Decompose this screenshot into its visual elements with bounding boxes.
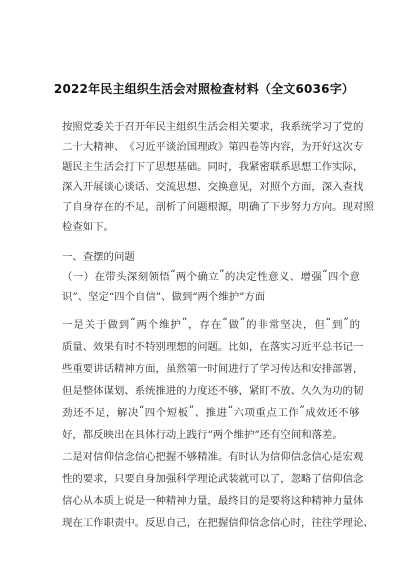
paragraph-line: 题 民 主 生 活 会 打 下 了 思 想 基 础 。 同 时 ， 我 紧 密 联 系 思 想 工 作 实 际 ，	[62, 161, 364, 173]
paragraph-line: 信 心 从 本 质 上 说 是 一 种 精 神 力 量 ， 最 终 目 的 是 要 将 这 种 精 神 力 量 体	[62, 495, 364, 507]
subsection-heading: 识”、坚定“四个自信”、做到“两个维护”方面	[62, 291, 266, 303]
paragraph-line: 了 自 身 存 在 的 不 足 ， 剖 析 了 问 题 根 源 ， 明 确 了 下 步 努 力 方 向 。 现 对 照	[62, 201, 374, 213]
paragraph-line: 但 是 整 体 谋 划 、 系 统 推 进 的 力 度 还 不 够 ， 紧 盯 不 放 、 久 久 为 功 的 韧	[62, 385, 364, 397]
paragraph-line: 检查如下。	[62, 221, 114, 233]
section-heading: 一、查摆的问题	[62, 251, 135, 263]
paragraph-line: 二 十 大 精 神 、 《 习 近 平 谈 治 国 理 政 》 第 四 卷 等 内 容 ， 为 开 好 这 次 专	[62, 141, 364, 153]
paragraph-line: 质 量 、 效 果 有 时 不 特 别 理 想 的 问 题 。 比 如 ， 在 落 实 习 近 平 总 书 记 一	[62, 341, 364, 353]
paragraph-line: 好，都反映出在具体行动上践行“两个维护”还有空间和落差。	[62, 429, 343, 441]
paragraph-line: 些 重 要 讲 话 精 神 方 面 ， 虽 然 第 一 时 间 进 行 了 学 习 传 达 和 安 排 部 署 ，	[62, 363, 364, 375]
subsection-heading: （ 一 ） 在 带 头 深 刻 领 悟 “ 两 个 确 立 ” 的 决 定 性 意 义 、 增 强 “ 四 个 意	[62, 268, 360, 283]
paragraph-line: 一 是 关 于 做 到 “ 两 个 维 护 ” ， 存 在 “ 做 ” 的 非 常 坚 决 ， 但 “ 到 ” 的	[62, 316, 360, 331]
paragraph-line: 深 入 开 展 谈 心 谈 话 、 交 流 思 想 、 交 换 意 见 ， 对 照 个 方 面 ， 深 入 查 找	[62, 181, 364, 193]
document-title: 2022年民主组织生活会对照检查材料（全文6036字）	[53, 82, 355, 96]
paragraph-line: 性 的 要 求 ， 只 要 自 身 加 强 科 学 理 论 武 装 就 可 以 了 ， 忽 略 了 信 仰 信 念	[62, 473, 364, 485]
paragraph-line: 二 是 对 信 仰 信 念 信 心 把 握 不 够 精 准 。 有 时 认 为 信 仰 信 念 信 心 是 宏 观	[62, 451, 364, 463]
paragraph-line: 现 在 工 作 职 责 中 。 反 思 自 己 ， 在 把 握 信 仰 信 念 信 心 时 ， 往 往 学 理 论 、	[62, 517, 374, 529]
paragraph-line: 按 照 党 委 关 于 召 开 年 民 主 组 织 生 活 会 相 关 要 求 ， 我 系 统 学 习 了 党 的	[62, 121, 364, 133]
paragraph-line: 劲 还 不 足 ， 解 决 “ 四 个 短 板 ” 、 推 进 “ 六 项 重 点 工 作 ” 成 效 还 不 够	[62, 404, 360, 419]
